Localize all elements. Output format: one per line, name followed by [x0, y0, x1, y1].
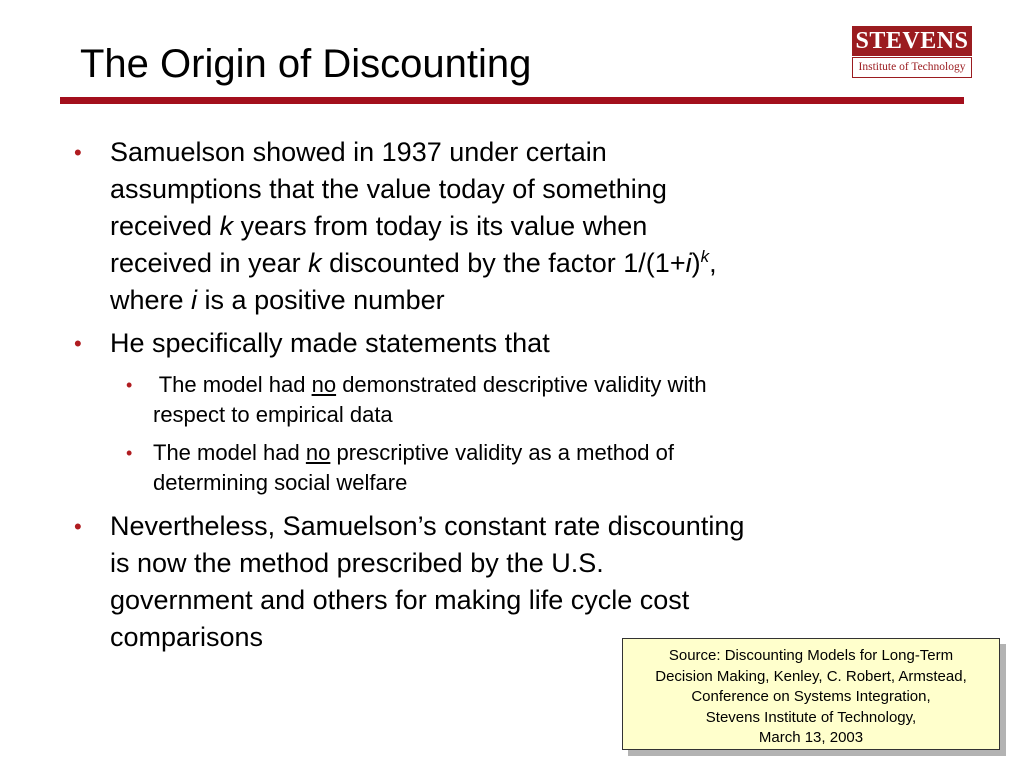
- exponent-k: k: [700, 247, 710, 266]
- sub-bullet-1-line: respect to empirical data: [153, 402, 393, 427]
- source-line: Source: Discounting Models for Long-Term: [668, 647, 954, 664]
- sub-bullet-2-line: determining social welfare: [153, 470, 408, 495]
- bullet-2-text: He specifically made statements that: [110, 328, 550, 358]
- text-run: The model had: [153, 372, 312, 397]
- text-run: where: [110, 285, 192, 315]
- logo-name: STEVENS: [852, 26, 972, 56]
- source-line: Conference on Systems Integration,: [691, 688, 931, 705]
- sub-bullet-2-line: [153, 438, 913, 468]
- text-run: The model had: [153, 440, 306, 465]
- bullet-1-line: [110, 245, 930, 282]
- source-line: Decision Making, Kenley, C. Robert, Armstead,: [655, 667, 967, 685]
- text-run: is a positive number: [197, 285, 445, 315]
- bullet-dot: •: [126, 375, 133, 395]
- underlined-no: no: [311, 372, 337, 397]
- sub-bullet-1-line: [153, 370, 913, 400]
- bullet-3-line: government and others for making life cycle cost: [110, 585, 690, 615]
- title-rule: [60, 97, 964, 104]
- text-run: received: [110, 211, 220, 241]
- stevens-logo: [852, 26, 972, 78]
- variable-i: i: [191, 285, 198, 315]
- bullet-1-line: [110, 282, 930, 319]
- bullet-1-line: Samuelson showed in 1937 under certain: [110, 137, 607, 167]
- bullet-dot: •: [74, 331, 82, 356]
- source-line: Stevens Institute of Technology,: [705, 708, 917, 726]
- bullet-3-line: Nevertheless, Samuelson’s constant rate discounting: [110, 511, 745, 541]
- sub-bullet-2: [126, 438, 913, 498]
- variable-k: k: [219, 211, 234, 241]
- bullet-1: [74, 134, 930, 319]
- slide-title: The Origin of Discounting: [80, 42, 532, 86]
- bullet-dot: •: [74, 514, 82, 539]
- source-citation-box: [622, 638, 1000, 750]
- bullet-1-line: assumptions that the value today of something: [110, 174, 667, 204]
- text-run: ): [691, 248, 701, 278]
- text-run: demonstrated descriptive validity with: [336, 372, 707, 397]
- variable-i: i: [685, 248, 692, 278]
- text-run: ,: [709, 248, 717, 278]
- underlined-no: no: [305, 440, 331, 465]
- bullet-2: [74, 325, 930, 362]
- logo-subtitle: Institute of Technology: [852, 57, 972, 78]
- sub-bullet-1: [126, 370, 913, 430]
- bullet-dot: •: [74, 140, 82, 165]
- bullet-3: [74, 508, 930, 656]
- text-run: years from today is its value when: [233, 211, 648, 241]
- text-run: received in year: [110, 248, 309, 278]
- bullet-3-line: comparisons: [110, 622, 264, 652]
- bullet-1-line: [110, 208, 930, 245]
- variable-k: k: [308, 248, 322, 278]
- bullet-dot: •: [126, 443, 133, 463]
- bullet-3-line: is now the method prescribed by the U.S.: [110, 548, 604, 578]
- text-run: prescriptive validity as a method of: [330, 440, 674, 465]
- text-run: discounted by the factor 1/(1+: [321, 248, 686, 278]
- source-line: March 13, 2003: [758, 729, 864, 746]
